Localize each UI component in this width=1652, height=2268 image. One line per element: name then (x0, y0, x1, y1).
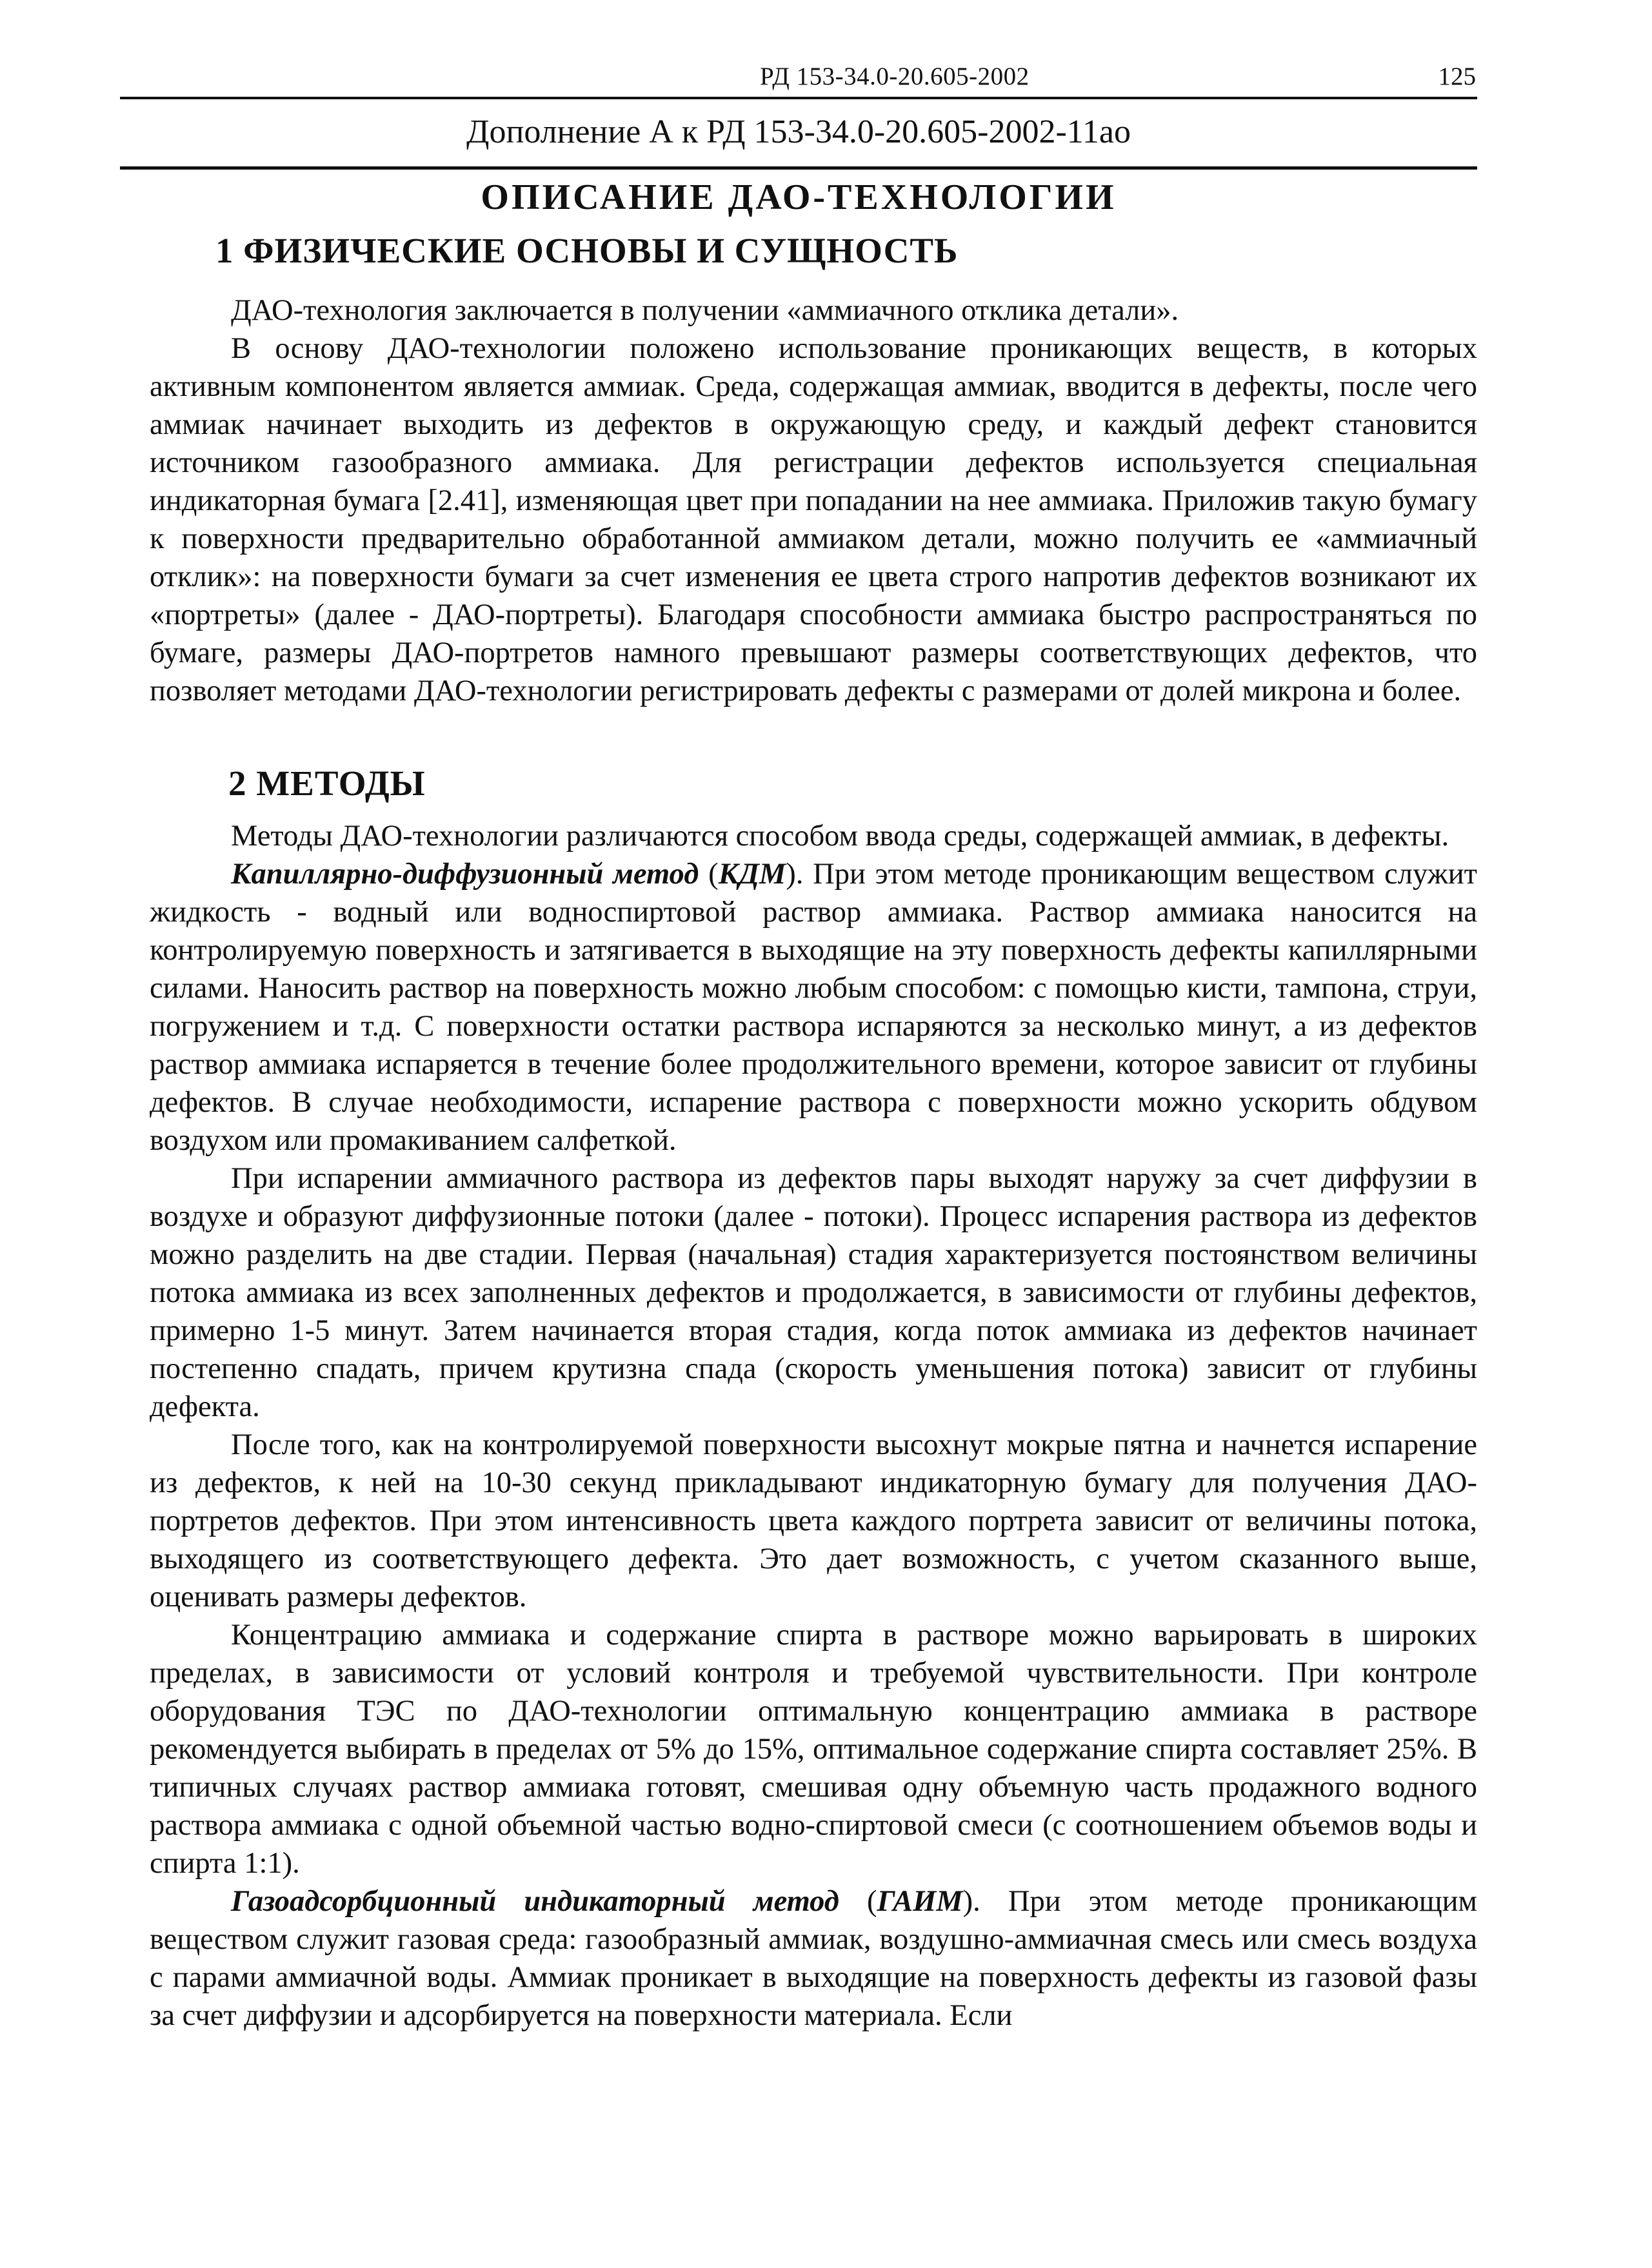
paragraph: После того, как на контролируемой поверхности высохнут мокрые пятна и начнется испарение из дефектов, к ней на 10-30 секунд прикладывают индикаторную бумагу для получения ДАО-портретов дефектов. При этом интенсивность цвета каждого портрета зависит от величины потока, выходящего из соответствующего дефекта. Это дает возможность, с учетом сказанного выше, оценивать размеры дефектов. (150, 1428, 1477, 1613)
running-header (760, 57, 1476, 102)
section-2-heading: 2 МЕТОДЫ (228, 764, 426, 803)
kdm-text: При этом методе проникающим веществом служит жидкость - водный или водноспиртовой раствор аммиака. Раствор аммиака наносится на контролируемую поверхность и затягивается в выходящие на эту поверхность дефекты капиллярными силами. Наносить раствор на поверхность можно любым способом: с помощью кисти, тампона, струи, погружением и т.д. С поверхности остатки раствора испаряются за несколько минут, а из дефектов раствор аммиака испаряется в течение более продолжительного времени, которое зависит от глубины дефектов. В случае необходимости, испарение раствора с поверхности можно ускорить обдувом воздухом или промакиванием салфеткой. (150, 858, 1477, 1157)
gaim-abbreviation: ГАИМ (877, 1885, 963, 1918)
section-1-heading: 1 ФИЗИЧЕСКИЕ ОСНОВЫ И СУЩНОСТЬ (215, 231, 959, 270)
supplement-rule (120, 166, 1477, 170)
section-1-body (150, 291, 1477, 710)
paragraph: Методы ДАО-технологии различаются способом ввода среды, содержащей аммиак, в дефекты. (231, 820, 1449, 853)
section-2-body (150, 817, 1477, 2035)
supplement-caption: Дополнение А к РД 153-34.0-20.605-2002-11ао (466, 113, 1131, 150)
header-rule (120, 97, 1477, 99)
page-number: 125 (1438, 63, 1476, 90)
page-title: ОПИСАНИЕ ДАО-ТЕХНОЛОГИИ (481, 177, 1117, 217)
kdm-paragraph: Капиллярно-диффузионный метод (КДМ). При этом методе проникающим веществом служит жидкость - водный или водноспиртовой раствор аммиака. Раствор аммиака наносится на контролируемую поверхность и затягивается в выходящие на эту поверхность дефекты капиллярными силами. Наносить раствор на поверхность можно любым способом: с помощью кисти, тампона, струи, погружением и т.д. С поверхности остатки раствора испаряются за несколько минут, а из дефектов раствор аммиака испаряется в течение более продолжительного времени, которое зависит от глубины дефектов. В случае необходимости, испарение раствора с поверхности можно ускорить обдувом воздухом или промакиванием салфеткой. (150, 858, 1477, 1157)
gaim-method-name: Газоадсорбционный индикаторный метод (231, 1885, 839, 1918)
kdm-method-name: Капиллярно-диффузионный метод (231, 858, 699, 891)
gaim-text: При этом методе проникающим веществом служит газовая среда: газообразный аммиак, воздушно-аммиачная смесь или смесь воздуха с парами аммиачной воды. Аммиак проникает в выходящие на поверхность дефекты из газовой фазы за счет диффузии и адсорбируется на поверхности материала. Если (150, 1885, 1477, 2032)
document-code: РД 153-34.0-20.605-2002 (760, 63, 1030, 90)
paragraph: ДАО-технология заключается в получении «аммиачного отклика детали». (231, 294, 1179, 327)
gaim-paragraph: Газоадсорбционный индикаторный метод (ГАИМ). При этом методе проникающим веществом служит газовая среда: газообразный аммиак, воздушно-аммиачная смесь или смесь воздуха с парами аммиачной воды. Аммиак проникает в выходящие на поверхность дефекты из газовой фазы за счет диффузии и адсорбируется на поверхности материала. Если (150, 1885, 1477, 2032)
paragraph: Концентрацию аммиака и содержание спирта в растворе можно варьировать в широких пределах, в зависимости от условий контроля и требуемой чувствительности. При контроле оборудования ТЭС по ДАО-технологии оптимальную концентрацию аммиака в растворе рекомендуется выбирать в пределах от 5% до 15%, оптимальное содержание спирта составляет 25%. В типичных случаях раствор аммиака готовят, смешивая одну объемную часть продажного водного раствора аммиака с одной объемной частью водно-спиртовой смеси (с соотношением объемов воды и спирта 1:1). (150, 1619, 1477, 1880)
paragraph: При испарении аммиачного раствора из дефектов пары выходят наружу за счет диффузии в воздухе и образуют диффузионные потоки (далее - потоки). Процесс испарения раствора из дефектов можно разделить на две стадии. Первая (начальная) стадия характеризуется постоянством величины потока аммиака из всех заполненных дефектов и продолжается, в зависимости от глубины дефектов, примерно 1-5 минут. Затем начинается вторая стадия, когда поток аммиака из дефектов начинает постепенно спадать, причем крутизна спада (скорость уменьшения потока) зависит от глубины дефекта. (150, 1162, 1477, 1423)
kdm-abbreviation: КДМ (718, 858, 786, 891)
paragraph: В основу ДАО-технологии положено использование проникающих веществ, в которых активным компонентом является аммиак. Среда, содержащая аммиак, вводится в дефекты, после чего аммиак начинает выходить из дефектов в окружающую среду, и каждый дефект становится источником газообразного аммиака. Для регистрации дефектов используется специальная индикаторная бумага [2.41], изменяющая цвет при попадании на нее аммиака. Приложив такую бумагу к поверхности предварительно обработанной аммиаком детали, можно получить ее «аммиачный отклик»: на поверхности бумаги за счет изменения ее цвета строго напротив дефектов возникают их «портреты» (далее - ДАО-портреты). Благодаря способности аммиака быстро распространяться по бумаге, размеры ДАО-портретов намного превышают размеры соответствующих дефектов, что позволяет методами ДАО-технологии регистрировать дефекты с размерами от долей микрона и более. (150, 332, 1477, 707)
